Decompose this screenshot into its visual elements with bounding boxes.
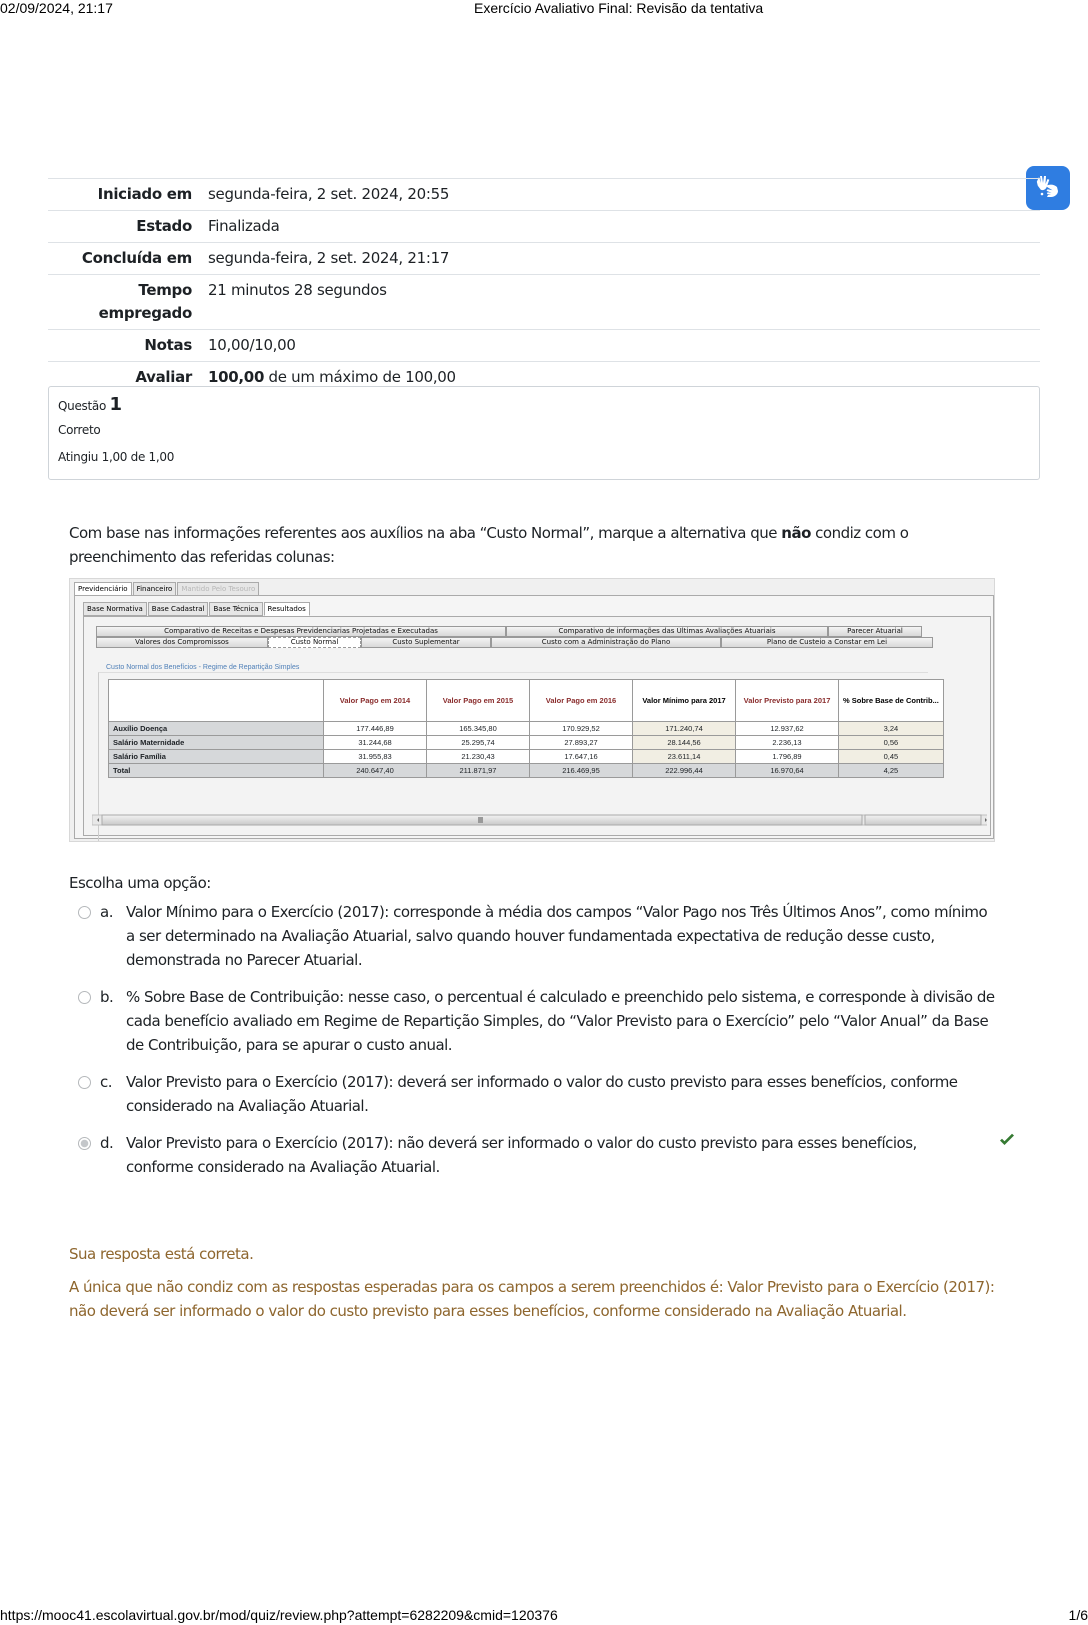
tab-custo-administracao: Custo com a Administração do Plano [491,637,721,648]
summary-row-marks [48,330,1040,362]
cell: 211.871,97 [427,764,530,778]
cell: 16.970,64 [736,764,839,778]
option-letter: d. [100,1134,114,1152]
option-letter: c. [100,1073,113,1091]
result-tabs-row-2 [96,637,933,648]
cell: 3,24 [839,722,944,736]
cell: 12.937,62 [736,722,839,736]
tab-comparativo-avaliacoes: Comparativo de informações das Últimas Avaliações Atuariais [506,626,828,637]
summary-value: 10,00/10,00 [208,336,296,354]
summary-value: segunda-feira, 2 set. 2024, 20:55 [208,185,450,203]
cell: 1.796,89 [736,750,839,764]
header-valor-minimo-2017: Valor Mínimo para 2017 [633,680,736,722]
top-tabs [74,582,260,596]
feedback [69,1242,1019,1323]
cell: 170.929,52 [530,722,633,736]
summary-label: Iniciado em [97,185,192,203]
cell: 240.647,40 [324,764,427,778]
tab-plano-custeio: Plano de Custeio a Constar em Lei [721,637,933,648]
option-text: % Sobre Base de Contribuição: nesse caso, o percentual é calculado e preenchido pelo sistema, e corresponde à divisão de cada benefício avaliado em Regime de Repartição Simples, do “Valor Previsto para o Exercício” pelo “Valor Anual” da Base de Contribuição, para se apurar o custo anual. [126,988,995,1054]
cell: 177.446,89 [324,722,427,736]
cell: 21.230,43 [427,750,530,764]
radio-b[interactable] [78,991,91,1004]
print-header [0,0,1088,18]
cell: 2.236,13 [736,736,839,750]
result-tabs-row-1 [96,626,922,637]
tab-financeiro: Financeiro [133,582,177,596]
radio-c[interactable] [78,1076,91,1089]
question-prefix: Questão [58,399,106,413]
header-valor-previsto-2017: Valor Previsto para 2017 [736,680,839,722]
radio-d-selected[interactable] [78,1137,91,1150]
cell: 31.244,68 [324,736,427,750]
cell: 222.996,44 [633,764,736,778]
cell: 27.893,27 [530,736,633,750]
option-letter: a. [100,903,113,921]
correct-check-icon [999,1133,1015,1147]
feedback-explanation: A única que não condiz com as respostas esperadas para os campos a serem preenchidos é: Valor Previsto para o Exercício (2017): não deverá ser informado o valor do custo previsto para esses benefícios, conforme considerado na Avaliação Atuarial. [69,1278,995,1320]
grade-max: de um máximo de 100,00 [264,368,456,386]
print-footer [0,1605,1088,1625]
header-percent-base: % Sobre Base de Contrib... [839,680,944,722]
question-text-part: condiz com o preenchimento das referidas colunas: [69,524,909,566]
answer-option-c[interactable] [78,1070,1018,1118]
tab-base-cadastral: Base Cadastral [148,602,209,616]
summary-label: Notas [144,336,192,354]
table-row [109,736,944,750]
summary-row-completed [48,243,1040,275]
tab-previdenciario: Previdenciário [74,582,132,596]
tab-custo-suplementar: Custo Suplementar [361,637,491,648]
summary-row-started [48,179,1040,211]
question-number [58,395,1030,416]
tab-comparativo-receitas: Comparativo de Receitas e Despesas Previdenciarias Projetadas e Executadas [96,626,506,637]
answer-option-b[interactable] [78,985,1018,1057]
print-title: Exercício Avaliativo Final: Revisão da tentativa [474,0,764,16]
cell: 165.345,80 [427,722,530,736]
question-grade: Atingiu 1,00 de 1,00 [58,450,175,464]
row-label: Salário Família [109,750,324,764]
header-blank [109,680,324,722]
summary-row-state [48,211,1040,243]
print-page-number: 1/6 [1068,1607,1088,1623]
option-text: Valor Previsto para o Exercício (2017): deverá ser informado o valor do custo previsto para esses benefícios, conforme considerado na Avaliação Atuarial. [126,1073,958,1115]
summary-label: Concluída em [81,249,192,267]
header-valor-pago-2015: Valor Pago em 2015 [427,680,530,722]
print-url: https://mooc41.escolavirtual.gov.br/mod/quiz/review.php?attempt=6282209&cmid=120376 [0,1607,558,1623]
option-text: Valor Mínimo para o Exercício (2017): corresponde à média dos campos “Valor Pago nos Três Últimos Anos”, como mínimo a ser determinado na Avaliação Atuarial, salvo quando houver fundamentada expectativa de redução desse custo, demonstrada no Parecer Atuarial. [126,903,988,969]
summary-value: 21 minutos 28 segundos [208,281,387,299]
question-info-box [48,386,1040,480]
cell: 216.469,95 [530,764,633,778]
row-label: Auxílio Doença [109,722,324,736]
question-text [69,521,1014,569]
question-text-emphasis: não [781,524,811,542]
attempt-summary-table [48,178,1040,393]
tab-resultados: Resultados [264,602,310,616]
header-valor-pago-2016: Valor Pago em 2016 [530,680,633,722]
cell: 23.611,14 [633,750,736,764]
summary-value: segunda-feira, 2 set. 2024, 21:17 [208,249,450,267]
summary-label: Estado [136,217,192,235]
option-letter: b. [100,988,114,1006]
custo-normal-table [108,679,944,778]
summary-row-time-taken [48,275,1040,330]
summary-value: Finalizada [208,217,280,235]
cell: 171.240,74 [633,722,736,736]
question-state: Correto [58,423,101,437]
radio-a[interactable] [78,906,91,919]
tab-mantido-pelo-tesouro: Mantido Pelo Tesouro [177,582,259,596]
tab-base-normativa: Base Normativa [83,602,147,616]
answer-option-a[interactable] [78,900,1018,972]
tab-base-tecnica: Base Técnica [209,602,262,616]
header-valor-pago-2014: Valor Pago em 2014 [324,680,427,722]
table-header-row [109,680,944,722]
cell: 25.295,74 [427,736,530,750]
summary-label: Tempo empregado [98,281,192,322]
embedded-horizontal-scrollbar [92,814,987,826]
choose-option-label: Escolha uma opção: [69,874,211,892]
question-number-value: 1 [109,394,122,415]
cell: 0,45 [839,750,944,764]
cell: 0,56 [839,736,944,750]
tab-parecer-atuarial: Parecer Atuarial [828,626,922,637]
option-text: Valor Previsto para o Exercício (2017): não deverá ser informado o valor do custo previsto para esses benefícios, conforme considerado na Avaliação Atuarial. [126,1134,917,1176]
table-row [109,722,944,736]
cell: 4,25 [839,764,944,778]
table-row [109,750,944,764]
answer-options [78,900,1018,1192]
answer-option-d[interactable] [78,1131,1018,1179]
question-text-part: Com base nas informações referentes aos auxílios na aba “Custo Normal”, marque a alternativa que [69,524,782,542]
grade-value: 100,00 [208,368,265,386]
cell: 17.647,16 [530,750,633,764]
cell: 31.955,83 [324,750,427,764]
row-label: Total [109,764,324,778]
cell: 28.144,56 [633,736,736,750]
row-label: Salário Maternidade [109,736,324,750]
second-tabs [83,602,311,616]
feedback-status: Sua resposta está correta. [69,1245,254,1263]
print-datetime: 02/09/2024, 21:17 [0,0,113,16]
tab-custo-normal: Custo Normal [268,637,361,648]
custo-normal-section-title: Custo Normal dos Benefícios - Regime de Repartição Simples [106,664,300,671]
table-row-total [109,764,944,778]
summary-label: Avaliar [135,368,192,386]
tab-valores-compromissos: Valores dos Compromissos [96,637,268,648]
